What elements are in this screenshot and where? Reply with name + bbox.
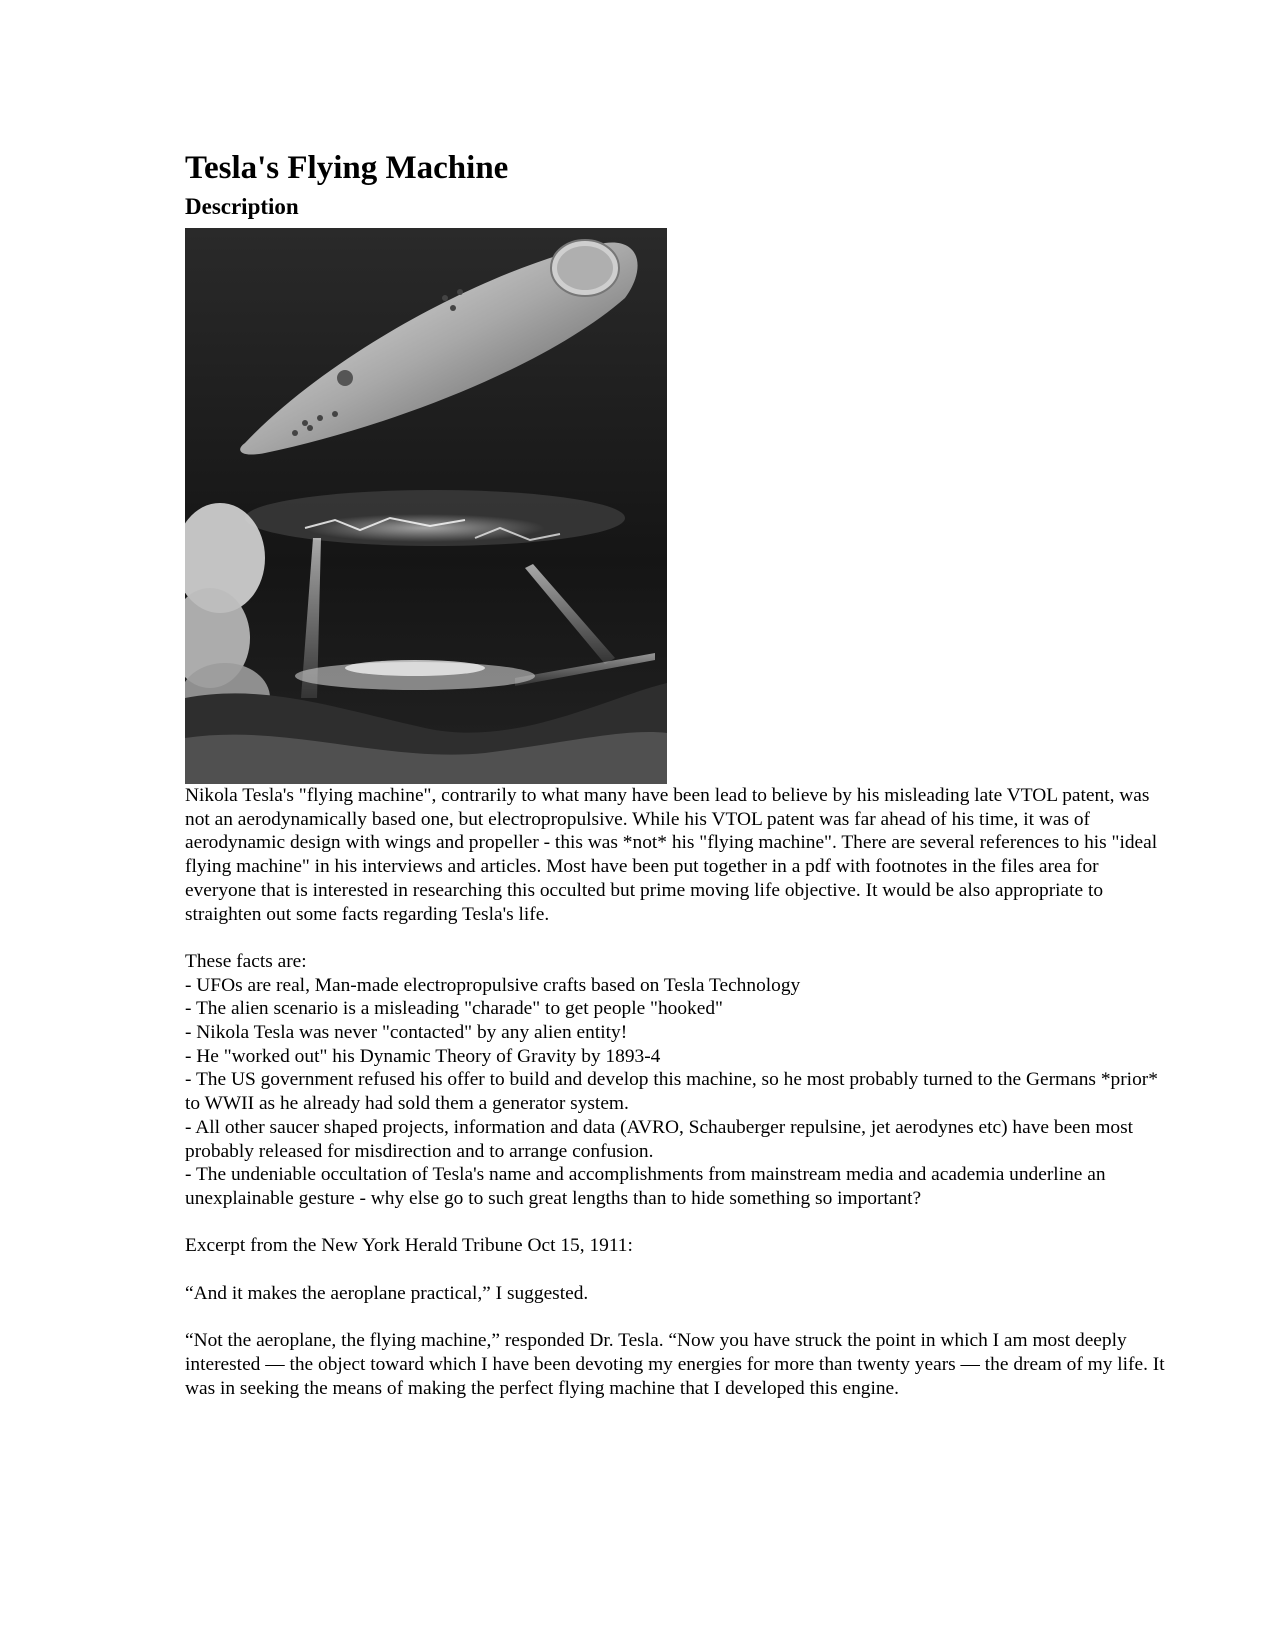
excerpt-intro: Excerpt from the New York Herald Tribune Oct 15, 1911: xyxy=(185,1235,633,1257)
list-item: - UFOs are real, Man-made electropropulsive crafts based on Tesla Technology xyxy=(185,974,801,996)
list-item: - The US government refused his offer to build and develop this machine, so he most probably turned to the Germans *prior* to WWII as he already had sold them a generator system. xyxy=(185,1069,1158,1115)
paragraph-gap xyxy=(185,1258,1165,1282)
facts-heading: These facts are: xyxy=(185,950,307,972)
quote-paragraph: “Not the aeroplane, the flying machine,” responded Dr. Tesla. “Now you have struck the point in which I am most deeply interested — the object toward which I have been devoting my energies for more than twenty years — the dream of my life. It was in seeking the means of making the perfect flying machine that I developed this engine. xyxy=(185,1330,1165,1399)
list-item: - He "worked out" his Dynamic Theory of Gravity by 1893-4 xyxy=(185,1045,661,1067)
list-item: - Nikola Tesla was never "contacted" by any alien entity! xyxy=(185,1022,628,1044)
facts-list xyxy=(185,974,1165,1211)
list-item: - The undeniable occultation of Tesla's name and accomplishments from mainstream media and academia underline an unexplainable gesture - why else go to such great lengths than to hide something so important? xyxy=(185,1164,1106,1209)
document-content xyxy=(185,148,1165,1400)
page-title: Tesla's Flying Machine xyxy=(185,150,509,186)
section-heading: Description xyxy=(185,194,299,219)
paragraph-gap xyxy=(185,926,1165,950)
paragraph-gap xyxy=(185,1305,1165,1329)
flying-machine-illustration xyxy=(185,228,667,784)
paragraph-gap xyxy=(185,1211,1165,1235)
list-item: - The alien scenario is a misleading "charade" to get people "hooked" xyxy=(185,998,723,1020)
list-item: - All other saucer shaped projects, information and data (AVRO, Schauberger repulsine, jet aerodynes etc) have been most probably released for misdirection and to arrange confusion. xyxy=(185,1116,1134,1162)
intro-paragraph: Nikola Tesla's "flying machine", contrarily to what many have been lead to believe by his misleading late VTOL patent, was not an aerodynamically based one, but electropropulsive. While his VTOL patent was far ahead of his time, it was of aerodynamic design with wings and propeller - this was *not* his "flying machine". There are several references to his "ideal flying machine" in his interviews and articles. Most have been put together in a pdf with footnotes in the files area for everyone that is interested in researching this occulted but prime moving life objective. It would be also appropriate to straighten out some facts regarding Tesla's life. xyxy=(185,785,1158,925)
quote-paragraph: “And it makes the aeroplane practical,” I suggested. xyxy=(185,1282,589,1304)
